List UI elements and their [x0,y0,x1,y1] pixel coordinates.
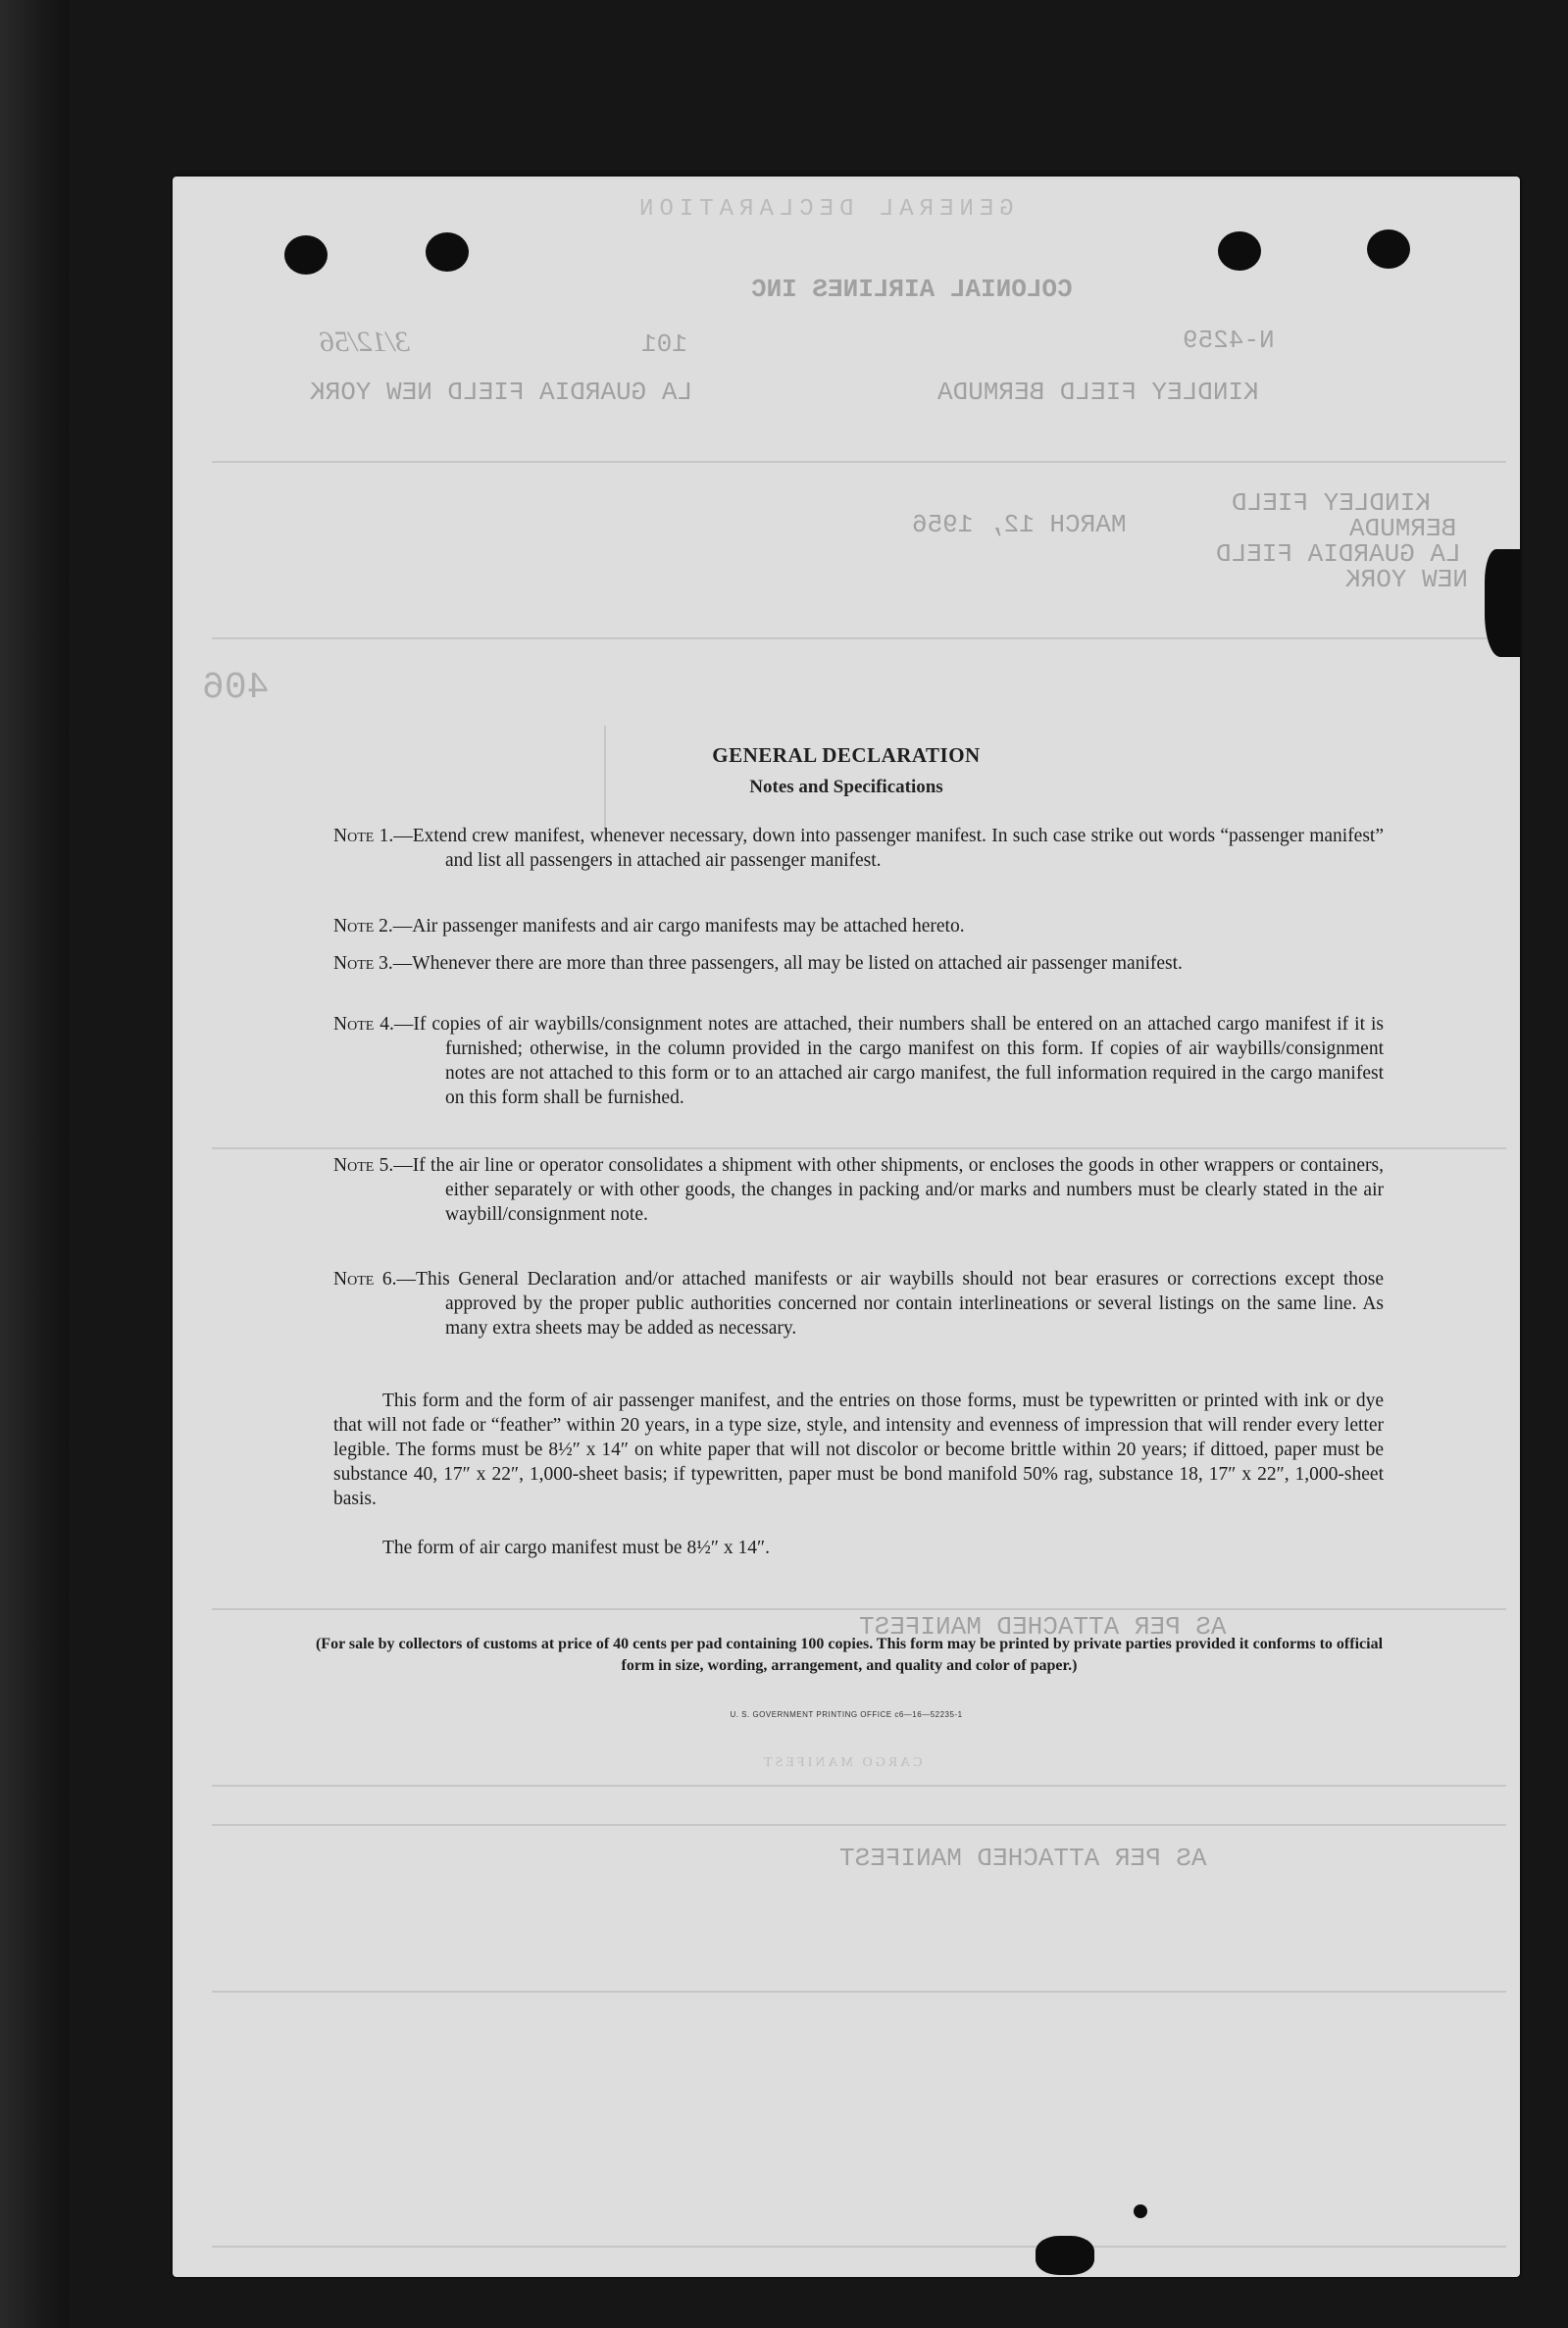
bleedthrough-rule [212,1824,1506,1826]
document-page [173,177,1520,2277]
bleedthrough-rule [212,1608,1506,1610]
note-text: —Extend crew manifest, whenever necessary, down into passenger manifest. In such case strike out words “passenger manifest” and list all passengers in attached air passenger manifest. [393,826,1385,871]
bleedthrough-rule [212,1785,1506,1787]
note-label: Note 5. [333,1155,394,1176]
bleedthrough-form-title: GENERAL DECLARATION [633,196,1014,223]
bleedthrough-number: 406 [202,667,270,709]
note-label: Note 1. [333,826,394,846]
note-label: Note 4. [333,1014,394,1035]
ink-stain [1485,549,1520,657]
bleedthrough-itinerary-place-3: LA GUARDIA FIELD [1216,539,1461,569]
specification-paragraph: This form and the form of air passenger manifest, and the entries on those forms, must be typewritten or printed with ink or dye that will not fade or “feather” within 20 years, in a type size, style, and intensity and evenness of impression that will render every letter legible. The forms must be 8½″ x 14″ on white paper that will not discolor or become brittle within 20 years; if dittoed, paper must be substance 40, 17″ x 22″, 1,000-sheet basis; if typewritten, paper must be bond manifold 50% rag, substance 18, 17″ x 22″, 1,000-sheet basis. [333,1391,1384,1509]
note-text: —Air passenger manifests and air cargo manifests may be attached hereto. [392,916,965,936]
bleedthrough-arrival: LA GUARDIA FIELD NEW YORK [310,378,693,407]
note-4 [333,1012,1384,1110]
bleedthrough-rule [212,2246,1506,2248]
bleedthrough-date: 3/12/56 [320,326,410,358]
bleedthrough-itinerary-date: MARCH 12, 1956 [912,510,1127,539]
note-2 [333,914,1384,938]
bleedthrough-itinerary-place-2: BERMUDA [1349,514,1457,543]
bleedthrough-cargo-note-1: AS PER ATTACHED MANIFEST [859,1612,1227,1642]
specification-paragraph-last: The form of air cargo manifest must be 8½″ x 14″. [382,1538,770,1558]
bleedthrough-rule [212,1147,1506,1149]
note-text: —Whenever there are more than three passengers, all may be listed on attached air passenger manifest. [392,953,1183,974]
note-6 [333,1267,1384,1341]
bleedthrough-cargo-manifest-label: CARGO MANIFEST [761,1755,923,1770]
punch-hole-4 [1367,229,1410,269]
bleedthrough-cargo-note-2: AS PER ATTACHED MANIFEST [839,1844,1207,1873]
punch-hole-2 [426,232,469,272]
note-label: Note 2. [333,916,393,936]
bleedthrough-itinerary-place-4: NEW YORK [1345,565,1468,594]
note-label: Note 6. [333,1269,397,1290]
note-text: —If the air line or operator consolidates a shipment with other shipments, or encloses the goods in other wrappers or containers, either separately or with other goods, the changes in packing and/or marks and numbers must be clearly stated in the air waybill/consignment note. [393,1155,1384,1225]
bleedthrough-itinerary-place-1: KINDLEY FIELD [1232,488,1431,518]
bleedthrough-rule [212,637,1506,639]
note-1 [333,824,1384,873]
punch-hole-3 [1218,231,1261,271]
bleedthrough-aircraft: N-4259 [1183,326,1275,355]
note-label: Note 3. [333,953,393,974]
note-5 [333,1153,1384,1227]
bleedthrough-rule [212,1991,1506,1993]
punch-hole-1 [284,235,328,275]
note-text: —This General Declaration and/or attached manifests or air waybills should not bear erasures or corrections except those approved by the proper public authorities concerned nor contain interlineations or several listings on the same line. As many extra sheets may be added as necessary. [396,1269,1384,1339]
note-text: —If copies of air waybills/consignment notes are attached, their numbers shall be entered on an attached cargo manifest if it is furnished; otherwise, in the column provided in the cargo manifest on this form. If copies of air waybills/consignment notes are not attached to this form or to an attached air cargo manifest, the full information required in the cargo manifest on this form shall be furnished. [393,1014,1384,1108]
ink-stain [1134,2204,1147,2218]
note-3 [333,951,1384,976]
ink-stain [1036,2236,1094,2275]
sale-notice: (For sale by collectors of customs at price of 40 cents per pad containing 100 copies. This form may be printed by private parties provided it conforms to official form in size, wording, arrangement, and quality and color of paper.) [315,1636,1384,1674]
bleedthrough-operator: COLONIAL AIRLINES INC [751,275,1073,304]
page-subtitle: Notes and Specifications [749,777,943,797]
bleedthrough-flight-no: 101 [641,329,687,359]
scan-film-edge [0,0,69,2328]
bleedthrough-departure: KINDLEY FIELD BERMUDA [937,378,1259,407]
page-title: GENERAL DECLARATION [712,743,981,767]
bleedthrough-rule [212,461,1506,463]
printing-office-line: U. S. GOVERNMENT PRINTING OFFICE c6—16—52235-1 [730,1710,963,1719]
